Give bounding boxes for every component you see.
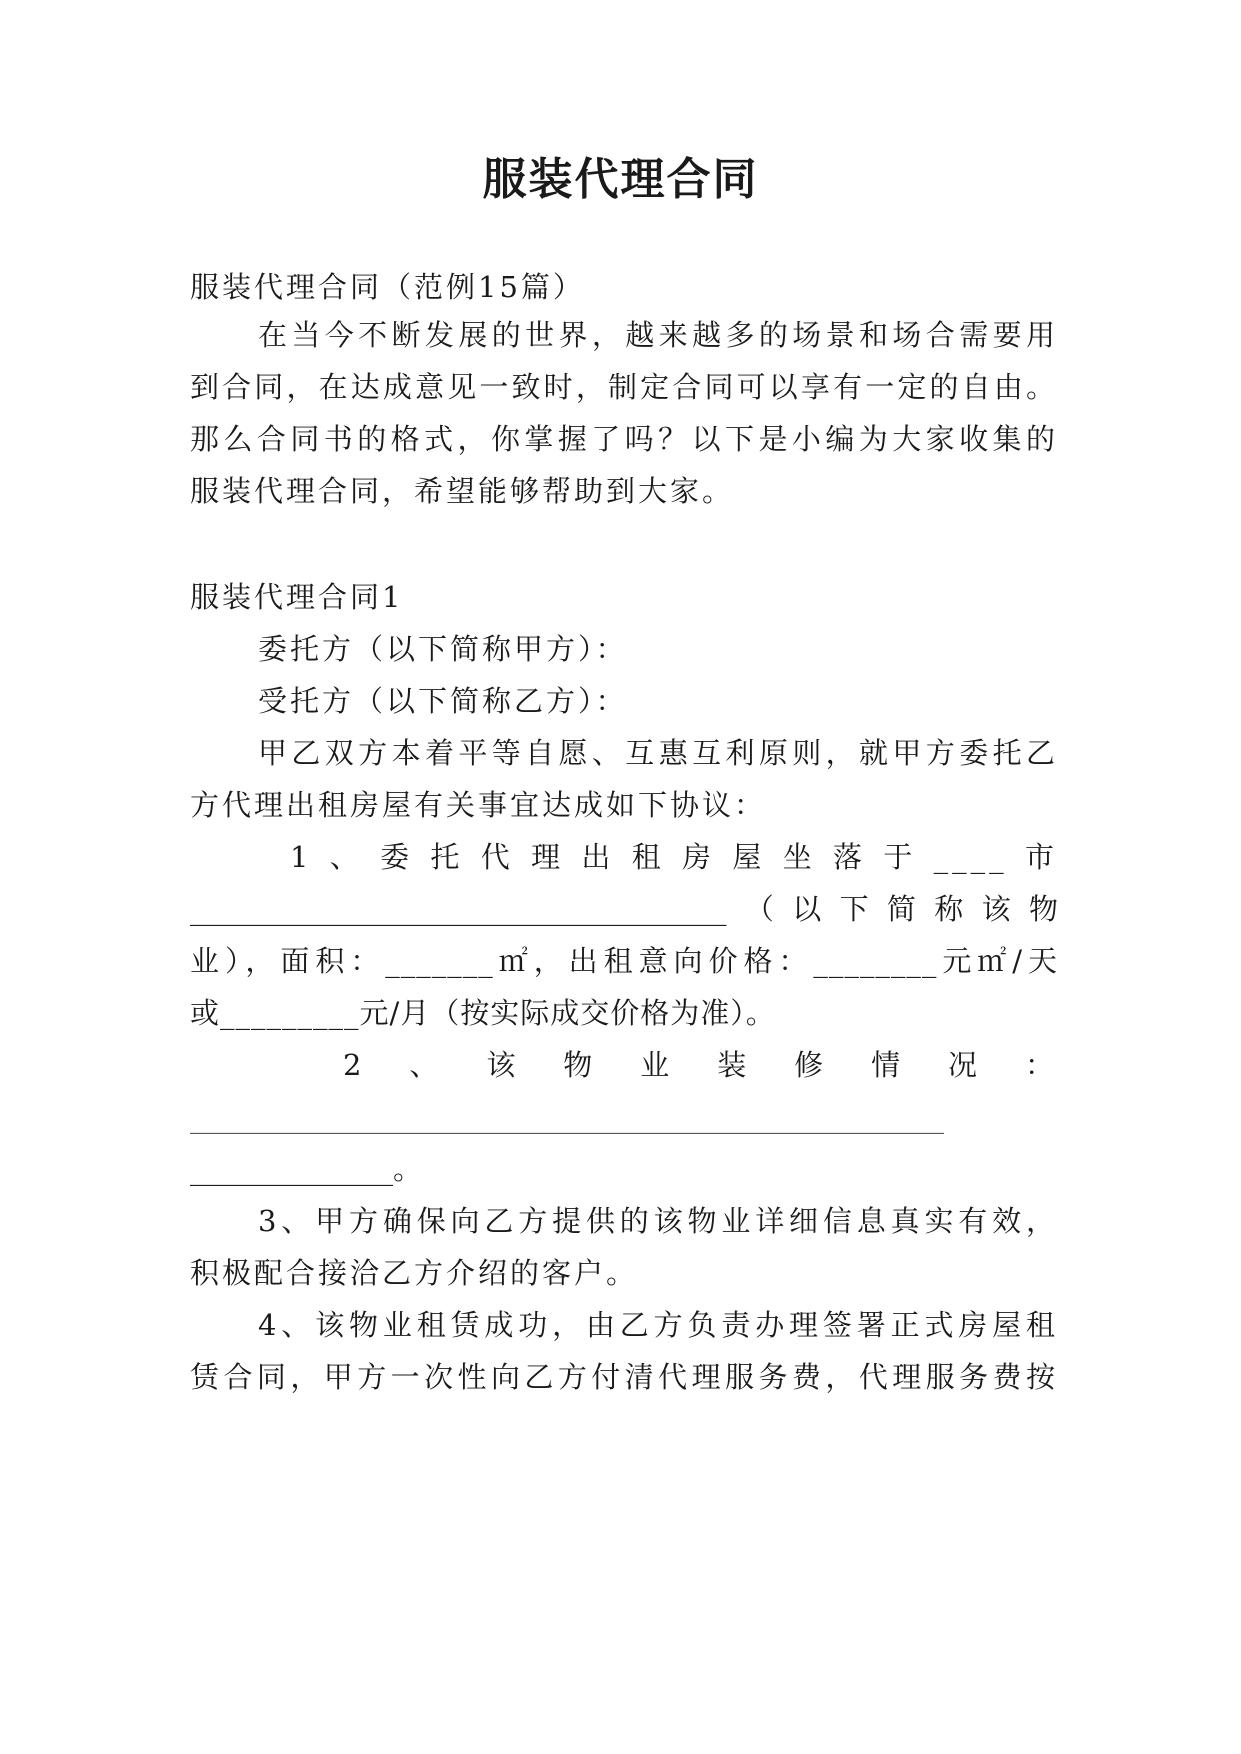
document-title: 服装代理合同: [482, 154, 759, 205]
party-b-line: 受托方（以下简称乙方）：: [258, 684, 628, 718]
document-subtitle: 服装代理合同（范例15篇）: [190, 270, 585, 304]
clause-1-line-2: _____________________________________（以下简称该物: [190, 892, 1058, 926]
intro-line-3: 那么合同书的格式，你掌握了吗？以下是小编为大家收集的: [190, 422, 1058, 456]
preamble-line-1: 甲乙双方本着平等自愿、互惠互利原则，就甲方委托乙: [258, 736, 1058, 770]
party-a-line: 委托方（以下简称甲方）：: [258, 632, 628, 666]
preamble-line-2: 方代理出租房屋有关事宜达成如下协议：: [190, 788, 767, 822]
clause-2-line-2: ____________________________________________________: [190, 1100, 944, 1134]
clause-1-line-1: 1、委托代理出租房屋坐落于____市: [290, 840, 1058, 874]
clause-3-line-1: 3、甲方确保向乙方提供的该物业详细信息真实有效，: [258, 1204, 1058, 1238]
clause-4-line-2: 赁合同，甲方一次性向乙方付清代理服务费，代理服务费按: [190, 1360, 1058, 1394]
clause-1-line-4: 或_________元/月（按实际成交价格为准）。: [190, 996, 776, 1030]
intro-line-2: 到合同，在达成意见一致时，制定合同可以享有一定的自由。: [190, 370, 1058, 404]
clause-2-line-1: 2、该物业装修情况：: [343, 1048, 1058, 1082]
clause-1-line-3: 业），面积：_______㎡，出租意向价格：________元㎡/天: [190, 944, 1058, 978]
section-heading: 服装代理合同1: [190, 580, 404, 614]
clause-2-line-3: ______________。: [190, 1152, 423, 1186]
clause-3-line-2: 积极配合接洽乙方介绍的客户。: [190, 1256, 639, 1290]
clause-4-line-1: 4、该物业租赁成功，由乙方负责办理签署正式房屋租: [258, 1308, 1058, 1342]
intro-line-1: 在当今不断发展的世界，越来越多的场景和场合需要用: [258, 318, 1058, 352]
intro-line-4: 服装代理合同，希望能够帮助到大家。: [190, 474, 735, 508]
